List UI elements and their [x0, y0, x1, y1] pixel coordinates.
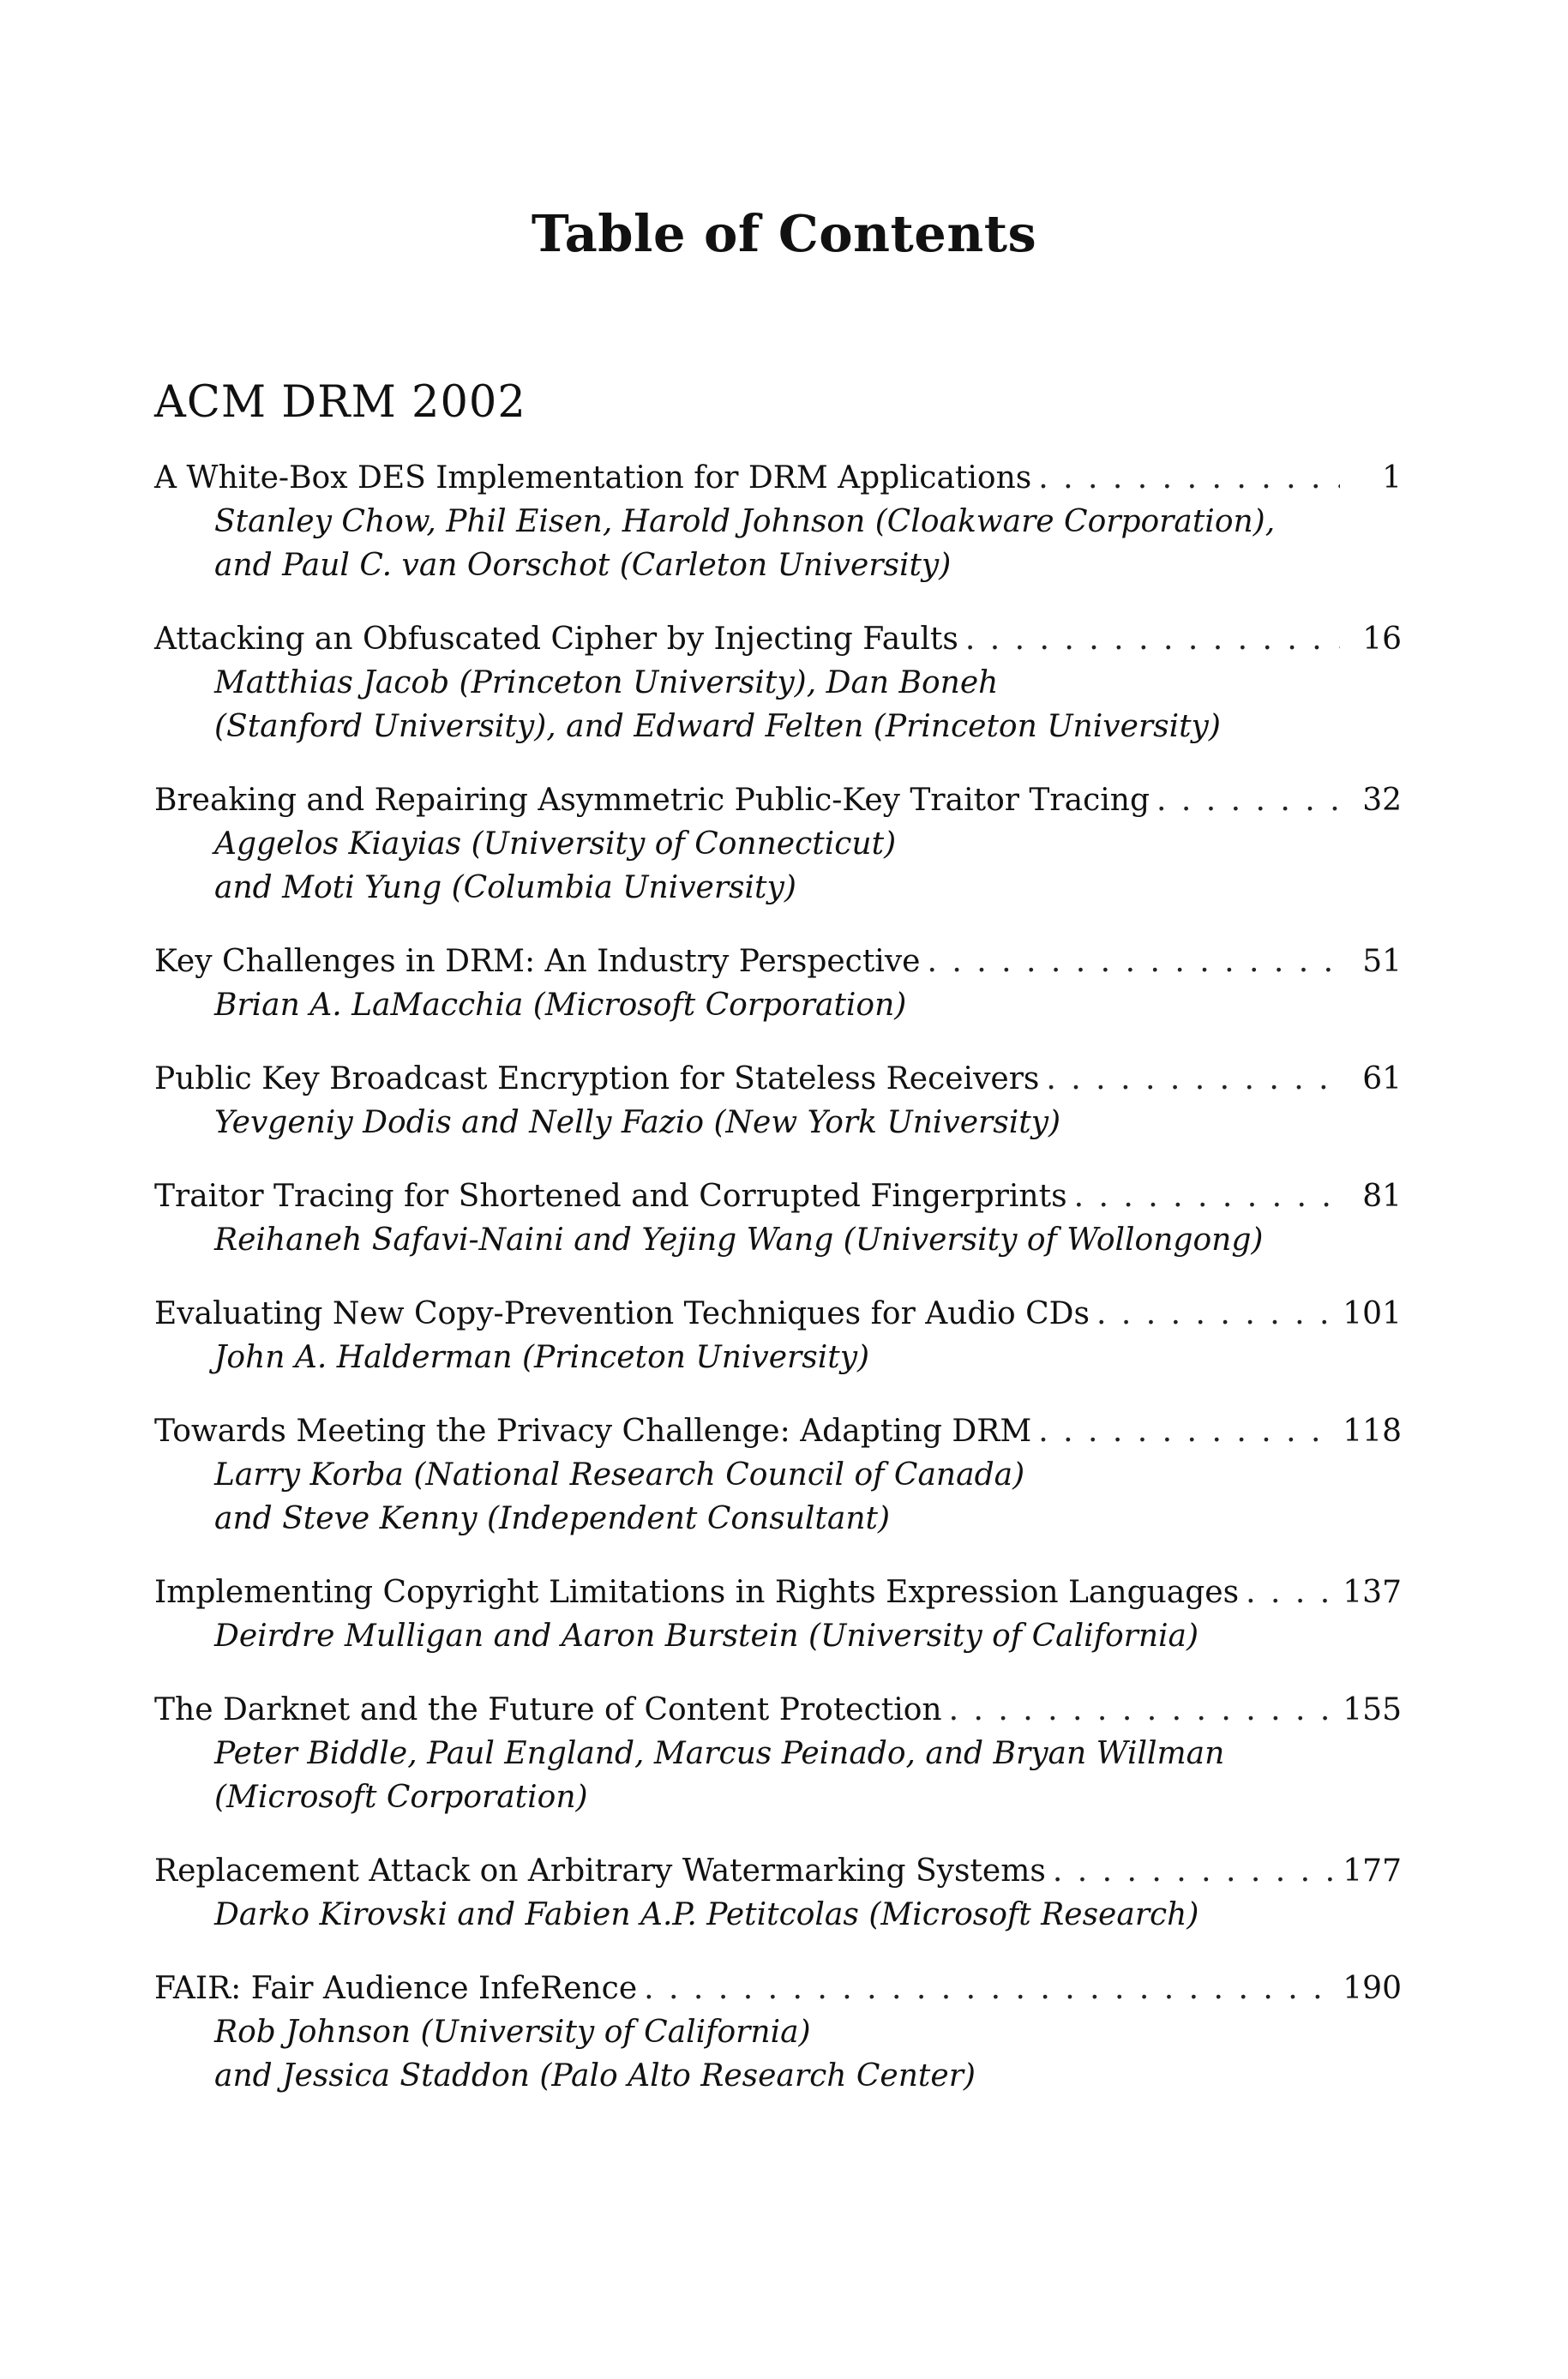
toc-entry[interactable] [154, 1174, 1402, 1262]
entry-line [154, 940, 1402, 983]
entry-line [154, 1292, 1402, 1336]
dot-leader [1053, 1849, 1332, 1893]
entry-authors [154, 822, 1329, 910]
toc-entry[interactable] [154, 940, 1402, 1027]
toc-entry[interactable] [154, 778, 1402, 910]
author-line: (Microsoft Corporation) [214, 1780, 588, 1815]
entry-title[interactable]: Traitor Tracing for Shortened and Corrupted Fingerprints [154, 1179, 1067, 1214]
entry-authors [154, 1453, 1329, 1541]
toc-entry[interactable] [154, 1849, 1402, 1937]
author-line: (Stanford University), and Edward Felten (Princeton University) [214, 709, 1221, 744]
entry-page-number[interactable]: 155 [1343, 1692, 1402, 1727]
dot-leader [1096, 1292, 1332, 1336]
dot-leader [644, 1967, 1332, 2010]
dot-leader [1046, 1057, 1340, 1101]
entry-page-number[interactable]: 101 [1343, 1296, 1402, 1331]
author-line: Larry Korba (National Research Council of Canada) [214, 1457, 1025, 1493]
entry-page-number[interactable]: 137 [1343, 1575, 1402, 1610]
author-line: John A. Halderman (Princeton University) [214, 1340, 870, 1375]
author-line: and Steve Kenny (Independent Consultant) [214, 1501, 891, 1536]
author-line: Yevgeniy Dodis and Nelly Fazio (New York University) [214, 1105, 1061, 1140]
toc-entry[interactable] [154, 617, 1402, 748]
dot-leader [1038, 456, 1340, 500]
entry-title[interactable]: A White-Box DES Implementation for DRM Applications [154, 460, 1032, 496]
entry-authors [154, 500, 1329, 587]
entry-title[interactable]: Breaking and Repairing Asymmetric Public-Key Traitor Tracing [154, 783, 1150, 818]
dot-leader [1038, 1409, 1332, 1453]
author-line: Matthias Jacob (Princeton University), Dan Boneh [214, 665, 999, 700]
entry-page-number[interactable]: 51 [1362, 944, 1402, 979]
entry-title[interactable]: Implementing Copyright Limitations in Rights Expression Languages [154, 1575, 1240, 1610]
entry-line [154, 1409, 1402, 1453]
entry-line [154, 1849, 1402, 1893]
toc-entry[interactable] [154, 456, 1402, 587]
author-line: and Moti Yung (Columbia University) [214, 870, 796, 905]
entry-title[interactable]: Attacking an Obfuscated Cipher by Injecting Faults [154, 622, 958, 657]
dot-leader [1074, 1174, 1340, 1218]
toc-entry[interactable] [154, 1057, 1402, 1144]
entry-page-number[interactable]: 61 [1362, 1061, 1402, 1096]
author-line: and Jessica Staddon (Palo Alto Research Center) [214, 2058, 976, 2094]
author-line: and Paul C. van Oorschot (Carleton University) [214, 548, 952, 583]
author-line: Deirdre Mulligan and Aaron Burstein (University of California) [214, 1619, 1199, 1654]
entry-line [154, 1688, 1402, 1732]
author-line: Reihaneh Safavi-Naini and Yejing Wang (University of Wollongong) [214, 1223, 1264, 1258]
entry-line [154, 1174, 1402, 1218]
entry-page-number[interactable]: 81 [1362, 1179, 1402, 1214]
entry-line [154, 1057, 1402, 1101]
section-title: ACM DRM 2002 [154, 377, 526, 428]
page-title: Table of Contents [531, 204, 1037, 263]
entry-authors [154, 1614, 1329, 1658]
dot-leader [927, 940, 1340, 983]
entry-title[interactable]: The Darknet and the Future of Content Protection [154, 1692, 942, 1727]
toc-entry[interactable] [154, 1967, 1402, 2098]
entry-line [154, 617, 1402, 661]
author-line: Stanley Chow, Phil Eisen, Harold Johnson (Cloakware Corporation), [214, 504, 1276, 539]
entry-page-number[interactable]: 118 [1343, 1414, 1402, 1449]
entry-page-number[interactable]: 190 [1343, 1971, 1402, 2006]
entry-line [154, 456, 1402, 500]
table-of-contents [154, 456, 1402, 2128]
entry-authors [154, 1336, 1329, 1379]
entry-title[interactable]: Public Key Broadcast Encryption for Stateless Receivers [154, 1061, 1040, 1096]
entry-title[interactable]: Towards Meeting the Privacy Challenge: Adapting DRM [154, 1414, 1032, 1449]
toc-entry[interactable] [154, 1571, 1402, 1658]
toc-entry[interactable] [154, 1292, 1402, 1379]
entry-authors [154, 1218, 1329, 1262]
dot-leader [965, 617, 1340, 661]
entry-page-number[interactable]: 1 [1382, 460, 1402, 496]
entry-page-number[interactable]: 16 [1362, 622, 1402, 657]
entry-line [154, 778, 1402, 822]
dot-leader [949, 1688, 1333, 1732]
entry-page-number[interactable]: 32 [1362, 783, 1402, 818]
entry-authors [154, 983, 1329, 1027]
entry-title[interactable]: Evaluating New Copy-Prevention Techniques for Audio CDs [154, 1296, 1090, 1331]
entry-authors [154, 2010, 1329, 2098]
entry-title[interactable]: Replacement Attack on Arbitrary Watermarking Systems [154, 1853, 1046, 1889]
author-line: Rob Johnson (University of California) [214, 2015, 811, 2050]
dot-leader [1246, 1571, 1332, 1614]
dot-leader [1156, 778, 1340, 822]
entry-authors [154, 1732, 1329, 1819]
entry-title[interactable]: Key Challenges in DRM: An Industry Perspective [154, 944, 921, 979]
entry-line [154, 1967, 1402, 2010]
toc-entry[interactable] [154, 1688, 1402, 1819]
author-line: Peter Biddle, Paul England, Marcus Peinado, and Bryan Willman [214, 1736, 1225, 1771]
entry-title[interactable]: FAIR: Fair Audience InfeRence [154, 1971, 638, 2006]
entry-authors [154, 1893, 1329, 1937]
author-line: Brian A. LaMacchia (Microsoft Corporation) [214, 988, 907, 1023]
entry-page-number[interactable]: 177 [1343, 1853, 1402, 1889]
entry-line [154, 1571, 1402, 1614]
author-line: Aggelos Kiayias (University of Connecticut) [214, 826, 897, 862]
entry-authors [154, 1101, 1329, 1144]
author-line: Darko Kirovski and Fabien A.P. Petitcolas (Microsoft Research) [214, 1897, 1199, 1932]
entry-authors [154, 661, 1329, 748]
toc-entry[interactable] [154, 1409, 1402, 1541]
